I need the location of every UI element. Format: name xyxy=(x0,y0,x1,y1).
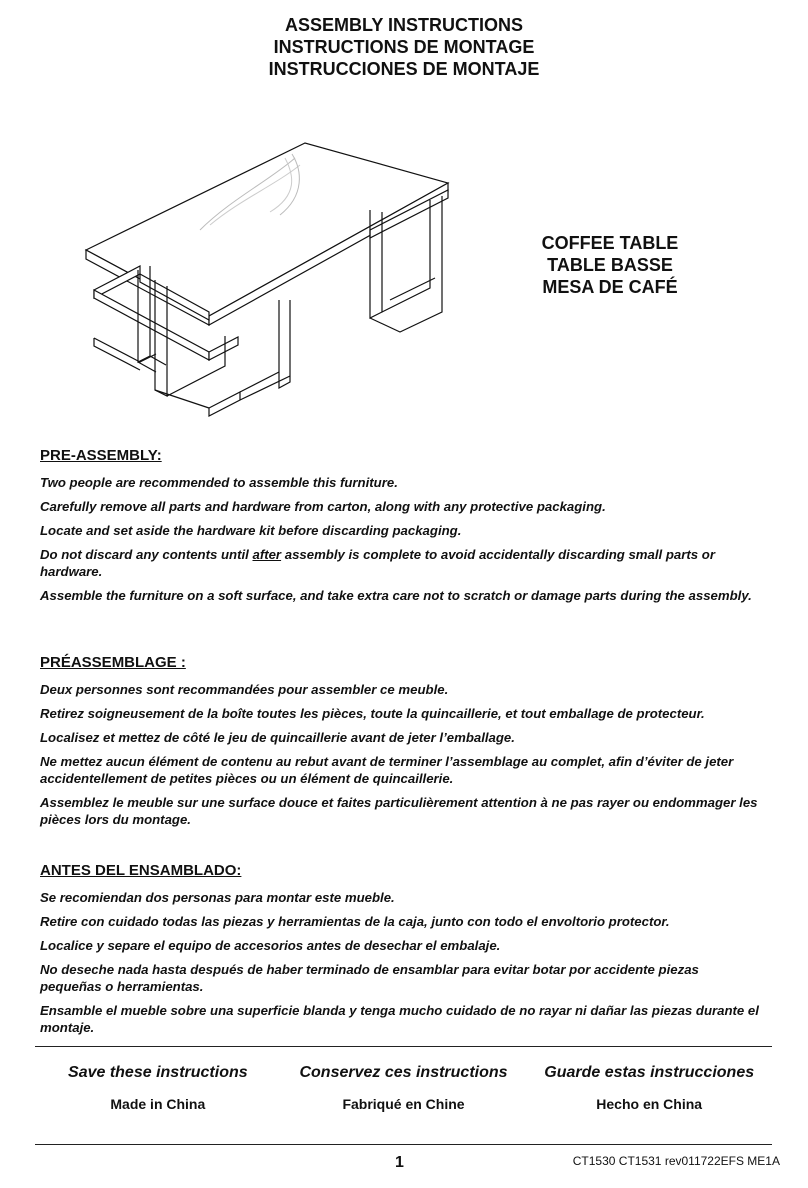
instruction-item: Two people are recommended to assemble this furniture. xyxy=(40,475,398,490)
title-french: INSTRUCTIONS DE MONTAGE xyxy=(273,37,535,57)
title-english: ASSEMBLY INSTRUCTIONS xyxy=(284,15,524,35)
instruction-item: Localisez et mettez de côté le jeu de quincaillerie avant de jeter l’emballage. xyxy=(40,730,515,745)
preassemblage-section xyxy=(40,654,760,835)
footer-column-french xyxy=(281,1064,527,1112)
footer-column-english xyxy=(35,1064,281,1112)
instruction-item: No deseche nada hasta después de haber terminado de ensamblar para evitar botar por accidente piezas pequeñas o herramientas. xyxy=(40,962,699,994)
instruction-item: Deux personnes sont recommandées pour assembler ce meuble. xyxy=(40,682,449,697)
footer-column-spanish xyxy=(526,1064,772,1112)
coffee-table-illustration xyxy=(80,140,460,430)
instruction-item: Retirez soigneusement de la boîte toutes les pièces, toute la quincaillerie, et tout emballage de protecteur. xyxy=(40,706,705,721)
instruction-item: Localice y separe el equipo de accesorios antes de desechar el embalaje. xyxy=(40,938,501,953)
instruction-item: Locate and set aside the hardware kit before discarding packaging. xyxy=(40,523,462,538)
footer-columns xyxy=(35,1064,772,1112)
section-heading: PRE-ASSEMBLY: xyxy=(40,447,162,464)
product-name-spanish: MESA DE CAFÉ xyxy=(542,277,678,297)
instruction-item: Carefully remove all parts and hardware from carton, along with any protective packaging. xyxy=(40,499,606,514)
instruction-item: Se recomiendan dos personas para montar este mueble. xyxy=(40,890,395,905)
instruction-item: Assemble the furniture on a soft surface, and take extra care not to scratch or damage parts during the assembly. xyxy=(40,588,752,603)
made-in-text: Made in China xyxy=(110,1096,206,1112)
title-spanish: INSTRUCCIONES DE MONTAJE xyxy=(268,59,540,79)
save-instructions-text: Guarde estas instrucciones xyxy=(544,1064,755,1081)
save-instructions-text: Save these instructions xyxy=(68,1064,248,1081)
instruction-item xyxy=(40,546,760,580)
product-name-block xyxy=(525,232,695,298)
antes-del-ensamblado-section xyxy=(40,862,760,1043)
product-name-english: COFFEE TABLE xyxy=(541,233,679,253)
product-name-french: TABLE BASSE xyxy=(547,255,673,275)
section-heading: ANTES DEL ENSAMBLADO: xyxy=(40,862,242,879)
emphasis-after: after xyxy=(252,547,282,562)
instruction-item: Ne mettez aucun élément de contenu au rebut avant de terminer l’assemblage au complet, afin d’éviter de jeter accidentellement de petites pièces ou un élément de quincaillerie. xyxy=(40,754,734,786)
instruction-text: assembly is complete to avoid accidentally discarding small parts or hardware. xyxy=(40,547,715,579)
divider xyxy=(35,1144,772,1145)
made-in-text: Fabriqué en Chine xyxy=(342,1096,465,1112)
instruction-item: Ensamble el mueble sobre una superficie blanda y tenga mucho cuidado de no rayar ni dañar las piezas durante el montaje. xyxy=(40,1003,759,1035)
instruction-text: Do not discard any contents until xyxy=(40,547,253,562)
document-title-block xyxy=(0,14,808,80)
section-heading: PRÉASSEMBLAGE : xyxy=(40,654,186,671)
made-in-text: Hecho en China xyxy=(596,1096,703,1112)
save-instructions-text: Conservez ces instructions xyxy=(299,1064,508,1081)
instruction-item: Retire con cuidado todas las piezas y herramientas de la caja, junto con todo el envoltorio protector. xyxy=(40,914,670,929)
document-code: CT1530 CT1531 rev011722EFS ME1A xyxy=(572,1154,780,1168)
pre-assembly-section xyxy=(40,447,760,611)
instruction-item: Assemblez le meuble sur une surface douce et faites particulièrement attention à ne pas rayer ou endommager les pièces lors du montage. xyxy=(40,795,758,827)
divider xyxy=(35,1046,772,1047)
page-number: 1 xyxy=(395,1154,404,1171)
